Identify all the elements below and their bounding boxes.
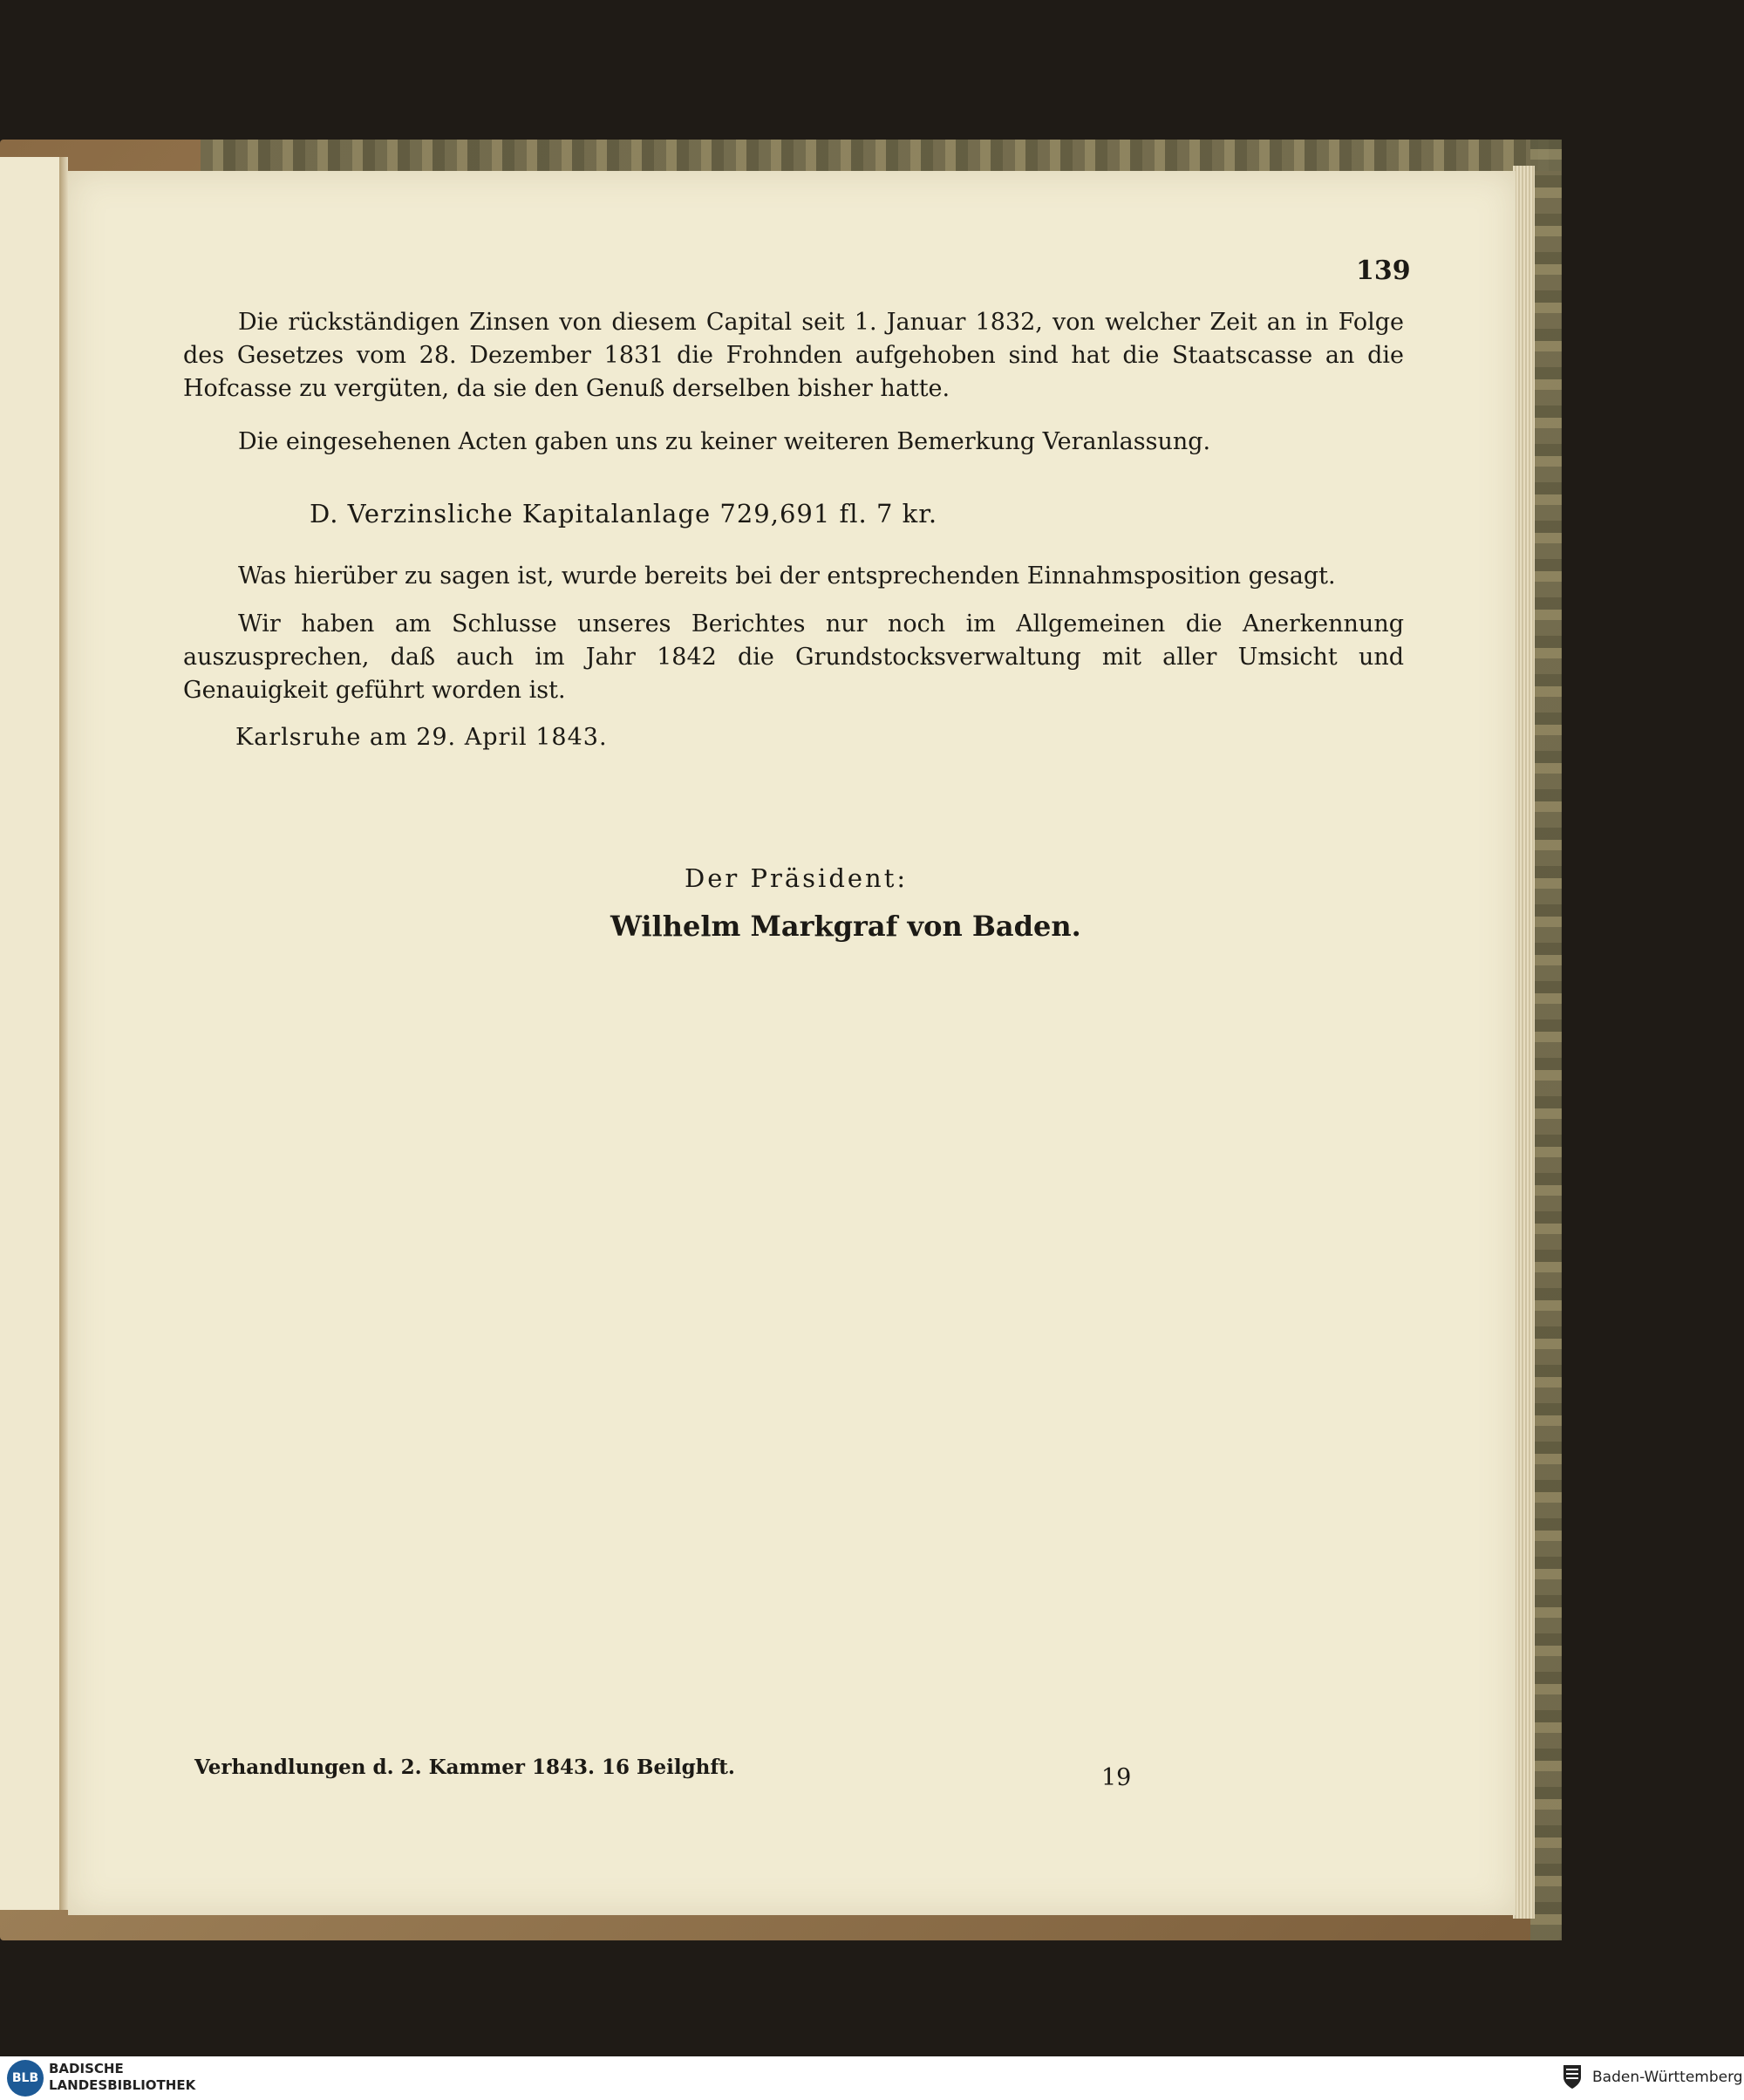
paragraph-reference: Was hierüber zu sagen ist, wurde bereits bei der entsprechenden Einnahmsposition gesagt. — [238, 562, 1336, 590]
section-heading: D. Verzinsliche Kapitalanlage 729,691 fl. 7 kr. — [310, 499, 938, 528]
cover-top-edge — [201, 140, 1561, 171]
page-edges — [1513, 166, 1535, 1919]
library-name: BADISCHE LANDESBIBLIOTHEK — [49, 2061, 196, 2093]
footer-proceedings: Verhandlungen d. 2. Kammer 1843. 16 Beilghft. — [194, 1756, 735, 1779]
paragraph-interest: Die rückständigen Zinsen von diesem Capital seit 1. Januar 1832, von welcher Zeit an in Folge des Gesetzes vom 28. Dezember 1831 die Frohnden aufgehoben sind hat die Staatscasse an die Hofcasse zu vergüten, da sie den Genuß derselben bisher hatte. — [183, 309, 1404, 402]
blb-logo[interactable]: BLB — [7, 2060, 44, 2097]
book-gutter — [59, 157, 68, 1910]
paragraph-conclusion: Wir haben am Schlusse unseres Berichtes nur noch im Allgemeinen die Anerkennung auszusprechen, daß auch im Jahr 1842 die Grundstocksverwaltung mit aller Umsicht und Genauigkeit geführt worden ist. — [183, 610, 1404, 704]
state-name: Baden-Württemberg — [1592, 2069, 1743, 2086]
signature-mark: 19 — [1101, 1764, 1132, 1791]
baden-wuerttemberg-crest-icon — [1561, 2062, 1584, 2091]
president-label: Der Präsident: — [685, 863, 909, 893]
library-footer-bar — [0, 2056, 1744, 2100]
page-number: 139 — [1356, 256, 1411, 286]
paragraph-acts: Die eingesehenen Acten gaben uns zu keiner weiteren Bemerkung Veranlassung. — [238, 428, 1211, 455]
cover-right-edge — [1530, 140, 1562, 1940]
place-date: Karlsruhe am 29. April 1843. — [235, 724, 608, 751]
left-page-sliver — [0, 157, 63, 1910]
president-name: Wilhelm Markgraf von Baden. — [610, 910, 1081, 943]
